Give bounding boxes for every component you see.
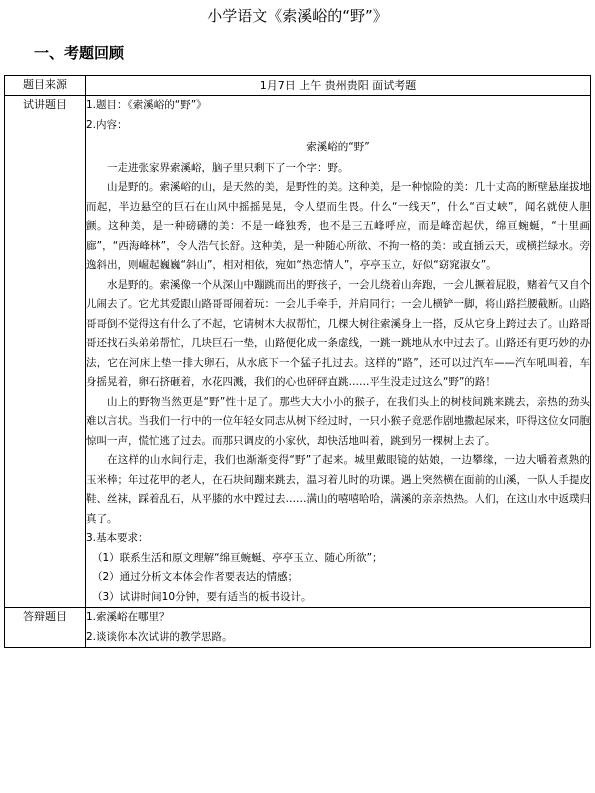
text-paragraph: 山上的野物当然更是“野”性十足了。那些大大小小的猴子，在我们头上的树枝间跳来跳去，亲热的劲头难以言状。当我们一行中的一位年轻女同志从树下经过时，一只小猴子竟恶作剧地撒起尿来，吓得这位女同胞惊叫一声，慌忙逃了过去。而那只调皮的小家伙，却快活地叫着，跳到另一棵树上去了。: [86, 395, 590, 447]
defense-row: [5, 608, 591, 648]
text-paragraph: 在这样的山水间行走，我们也渐渐变得“野”了起来。城里戴眼镜的姑娘，一边攀缘，一边大嚼着煮熟的玉米棒；年过花甲的老人，在石块间蹦来跳去，温习着儿时的功课。遇上突然横在面前的山溪，一队人手提皮鞋、丝袜，踩着乱石，从平膝的水中蹚过去……满山的嘻嘻哈哈，满溪的亲亲热热。人们，在这山水中返璞归真了。: [86, 454, 590, 525]
source-row: [5, 76, 591, 96]
lecture-row: [5, 96, 591, 608]
defense-question: 2.谈谈你本次试讲的教学思路。: [86, 630, 233, 643]
text-title: 索溪峪的“野”: [306, 141, 370, 153]
defense-content: [86, 608, 591, 648]
exam-table: [4, 75, 591, 648]
lecture-label: 试讲题目: [5, 96, 86, 608]
source-label: 题目来源: [5, 76, 86, 96]
defense-label: 答辩题目: [5, 608, 86, 648]
lecture-content-heading: 2.内容：: [86, 118, 128, 131]
text-paragraph: 水是野的。索溪像一个从深山中蹦跳而出的野孩子，一会儿绕着山奔跑，一会儿撅着屁股，赌着气又自个儿闹去了。它尤其爱跟山路哥哥闹着玩：一会儿手牵手，并肩同行；一会儿横铲一脚，将山路拦腰截断。山路哥哥倒不觉得这有什么了不起，它请树木大叔帮忙，几棵大树往索溪身上一搭，反从它身上跨过去了。山路哥哥还找石头弟弟帮忙，几块巨石一垫，山路便化成一条虚线，一跳一跳地从水中过去了。山路还有更巧妙的办法，它在河床上垫一排大卵石，从水底下一个猛子扎过去。这样的“路”，还可以过汽车——汽车吼叫着，车身摇晃着，卵石挤砸着，水花四溅，我们的心也砰砰直跳……平生没走过这么“野”的路！: [86, 278, 590, 388]
requirement-item: （1）联系生活和原文理解“绵亘蜿蜒、亭亭玉立、随心所欲”；: [92, 551, 383, 564]
requirement-item: （2）通过分析文本体会作者要表达的情感；: [92, 571, 299, 583]
requirement-item: （3）试讲时间10分钟，要有适当的板书设计。: [92, 590, 312, 603]
document-title: 小学语文《索溪峪的“野”》: [207, 7, 388, 25]
section-heading: 一、考题回顾: [34, 44, 125, 62]
text-paragraph: 山是野的。索溪峪的山，是天然的美，是野性的美。这种美，是一种惊险的美：几十丈高的断壁悬崖拔地而起，半边悬空的巨石在山风中摇摇晃晃，令人望而生畏。什么“一线天”，什么“百丈峡”，闻名就使人胆颤。这种美，是一种磅礴的美：不是一峰独秀，也不是三五峰呼应，而是峰峦起伏，绵亘蜿蜒，“十里画廊”，“西海峰林”，令人浩气长舒。这种美，是一种随心所欲、不拘一格的美：或直插云天，或横拦绿水。旁逸斜出，则崛起巍巍“斜山”，相对相依，宛如“热恋情人”，亭亭玉立，好似“窈窕淑女”。: [86, 181, 590, 271]
requirements-heading: 3.基本要求：: [86, 532, 149, 544]
text-paragraph: 一走进张家界索溪峪，脑子里只剩下了一个字：野。: [107, 161, 349, 174]
lecture-content: [86, 96, 591, 608]
defense-question: 1.索溪峪在哪里？: [86, 611, 170, 623]
source-value: 1月7日 上午 贵州贵阳 面试考题: [86, 76, 591, 96]
lecture-topic: 1.题目：《索溪峪的“野”》: [86, 99, 207, 111]
